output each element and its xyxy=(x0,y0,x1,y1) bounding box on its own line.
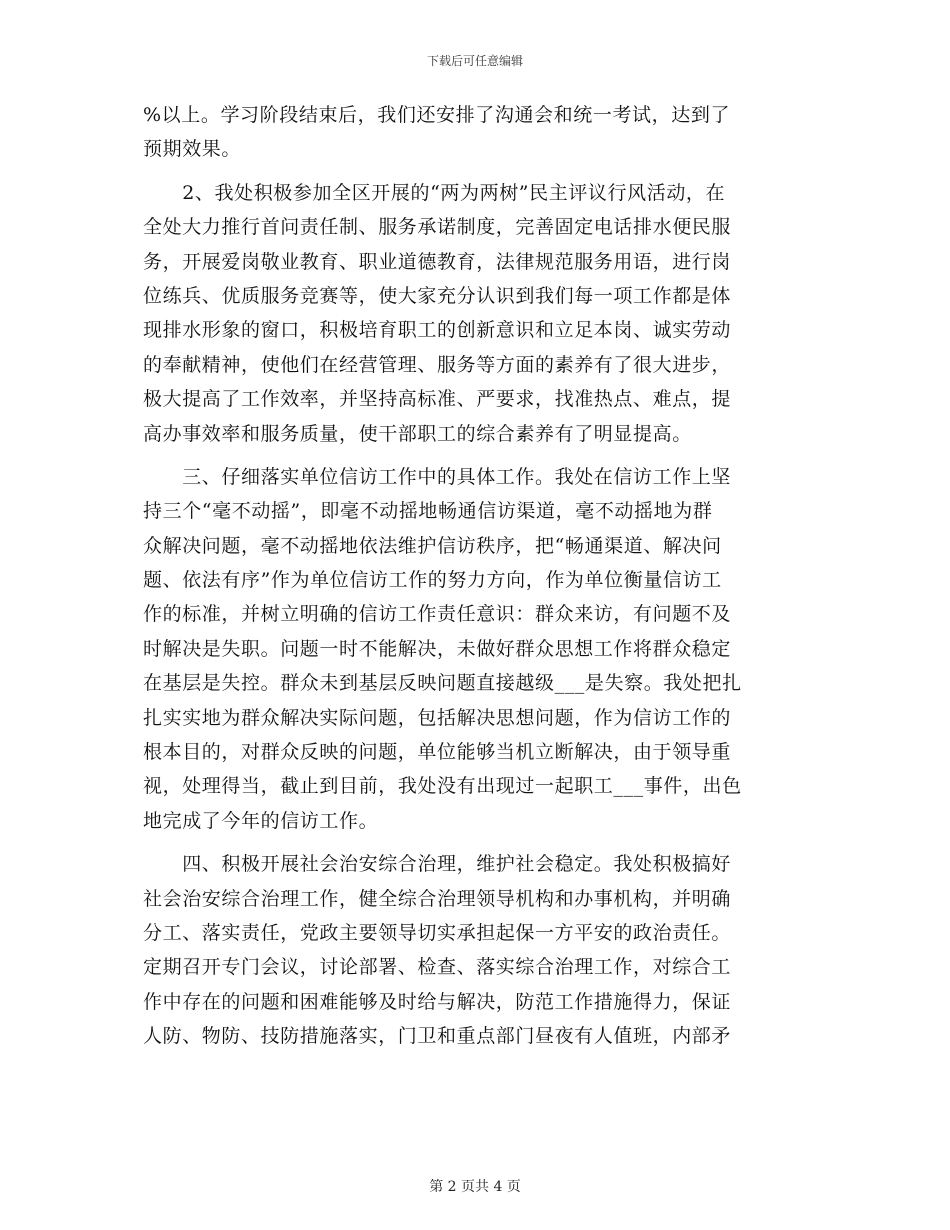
text-line: 视，处理得当，截止到目前，我处没有出现过一起职工___事件，出色 xyxy=(143,775,742,798)
text-line: 持三个“毫不动摇”，即毫不动摇地畅通信访渠道，毫不动摇地为群 xyxy=(143,500,713,523)
text-line: 作的标准，并树立明确的信访工作责任意识：群众来访，有问题不及 xyxy=(143,603,732,626)
text-line: 的奉献精神，使他们在经营管理、服务等方面的素养有了很大进步， xyxy=(143,353,732,376)
page-footer: 第 2 页共 4 页 xyxy=(429,1179,521,1195)
text-line: 分工、落实责任，党政主要领导切实承担起保一方平安的政治责任。 xyxy=(143,921,732,944)
text-line: 题、依法有序”作为单位信访工作的努力方向，作为单位衡量信访工 xyxy=(143,569,722,592)
paragraph xyxy=(143,176,798,451)
text-line: 人防、物防、技防措施落实，门卫和重点部门昼夜有人值班，内部矛 xyxy=(143,1025,732,1048)
text-line: 四、积极开展社会治安综合治理，维护社会稳定。我处积极搞好 xyxy=(143,853,732,876)
text-line: %以上。学习阶段结束后，我们还安排了沟通会和统一考试，达到了 xyxy=(143,104,731,126)
text-line: 在基层是失控。群众未到基层反映问题直接越级___是失察。我处把扎 xyxy=(143,672,742,695)
paragraph xyxy=(143,98,798,167)
text-line: 三、仔细落实单位信访工作中的具体工作。我处在信访工作上坚 xyxy=(143,465,732,488)
text-line: 极大提高了工作效率，并坚持高标准、严要求，找准热点、难点，提 xyxy=(143,388,732,411)
text-line: 扎实实地为群众解决实际问题，包括解决思想问题，作为信访工作的 xyxy=(143,706,732,729)
text-line: 地完成了今年的信访工作。 xyxy=(143,809,379,832)
text-line: 全处大力推行首问责任制、服务承诺制度，完善固定电话排水便民服 xyxy=(143,216,732,239)
text-line: 现排水形象的窗口，积极培育职工的创新意识和立足本岗、诚实劳动 xyxy=(143,319,732,342)
text-line: 时解决是失职。问题一时不能解决，未做好群众思想工作将群众稳定 xyxy=(143,637,732,660)
text-line: 根本目的，对群众反映的问题，单位能够当机立断解决，由于领导重 xyxy=(143,741,732,764)
text-line: 众解决问题，毫不动摇地依法维护信访秩序，把“畅通渠道、解决问 xyxy=(143,534,722,557)
text-line: 定期召开专门会议，讨论部署、检查、落实综合治理工作，对综合工 xyxy=(143,956,732,979)
text-line: 预期效果。 xyxy=(143,138,242,161)
text-line: 务，开展爱岗敬业教育、职业道德教育，法律规范服务用语，进行岗 xyxy=(143,250,732,273)
text-line: 位练兵、优质服务竞赛等，使大家充分认识到我们每一项工作都是体 xyxy=(143,284,732,307)
text-line: 2、我处积极参加全区开展的“两为两树”民主评议行风活动，在 xyxy=(143,181,726,204)
paragraph xyxy=(143,847,798,1053)
paragraph xyxy=(143,460,798,838)
text-line: 作中存在的问题和困难能够及时给与解决，防范工作措施得力，保证 xyxy=(143,990,732,1013)
text-line: 社会治安综合治理工作，健全综合治理领导机构和办事机构，并明确 xyxy=(143,887,732,910)
text-line: 高办事效率和服务质量，使干部职工的综合素养有了明显提高。 xyxy=(143,422,692,445)
document-body xyxy=(143,98,798,1054)
page-header: 下载后可任意编辑 xyxy=(426,54,523,68)
